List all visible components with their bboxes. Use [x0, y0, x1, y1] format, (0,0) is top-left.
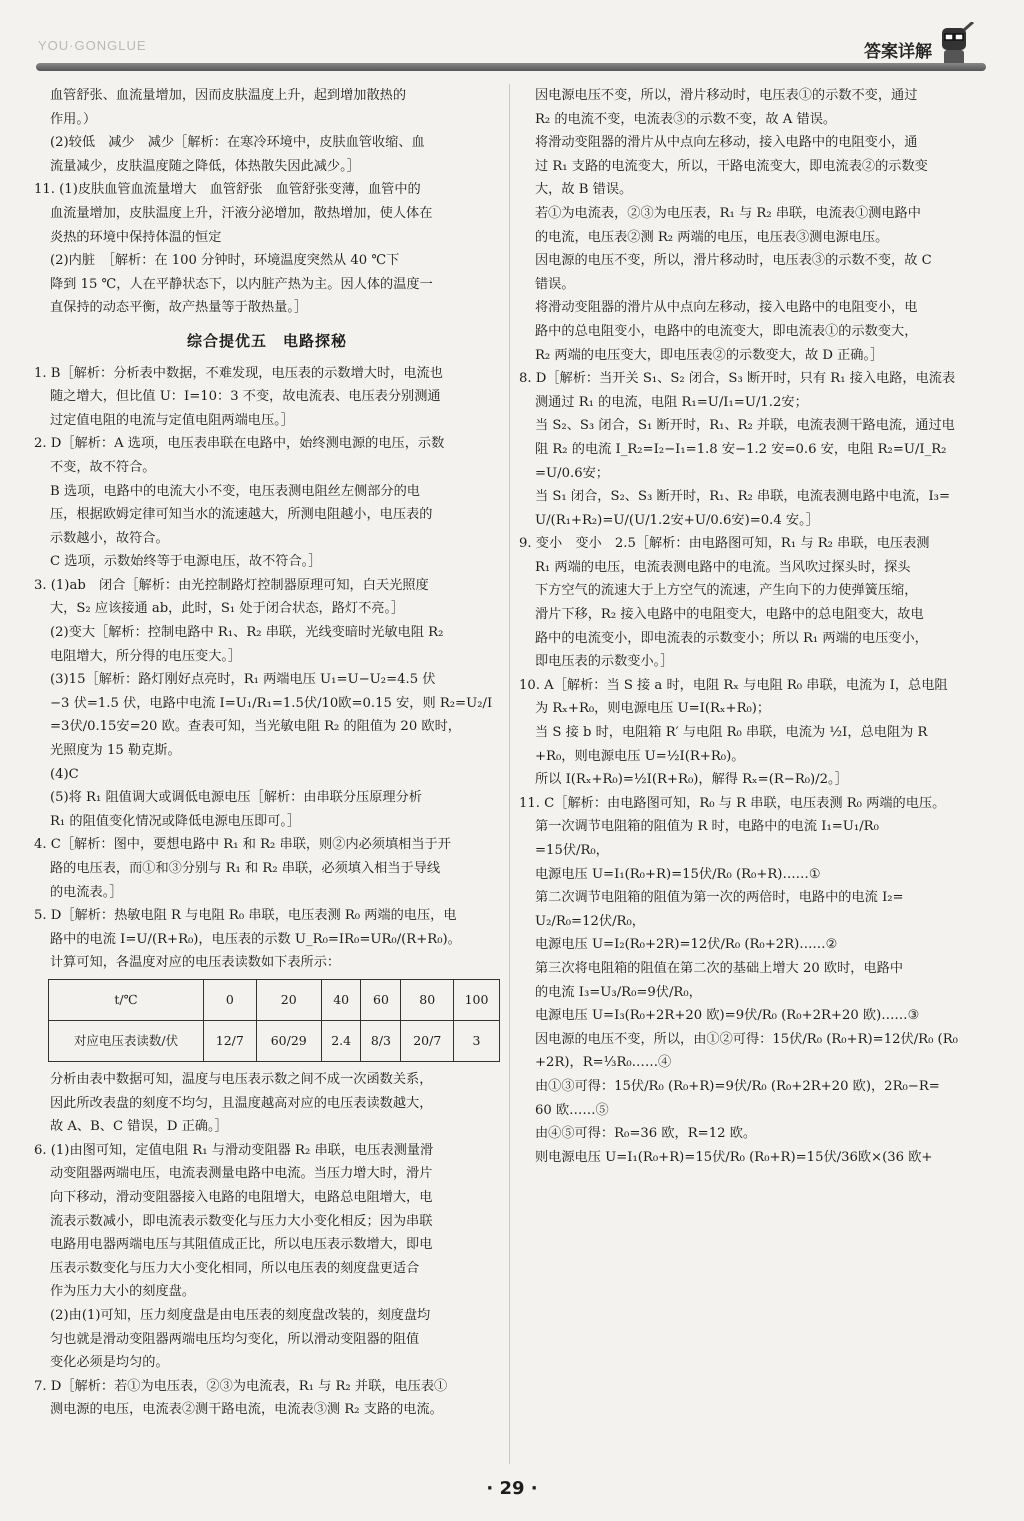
text-line: =15伏/R₀， — [535, 843, 609, 858]
text-line: 所以 I(Rₓ+R₀)=½I(R+R₀)，解得 Rₓ=(R−R₀)/2。］ — [535, 772, 848, 788]
text-line: 路的电压表，而①和③分别与 R₁ 和 R₂ 串联，必须填入相当于导线 — [50, 861, 441, 876]
text-line: 的电流 I₃=U₃/R₀=9伏/R₀， — [535, 984, 702, 1000]
text-line: R₂ 两端的电压变大，即电压表②的示数变大，故 D 正确。］ — [535, 347, 884, 363]
temperature-table — [48, 979, 500, 1062]
text-line: (2)内脏 ［解析：在 100 分钟时，环境温度突然从 40 ℃下 — [50, 253, 400, 269]
text-line: 第三次将电阻箱的阻值在第二次的基础上增大 20 欧时，电路中 — [535, 960, 904, 976]
text-line: +2R)，R=⅓R₀……④ — [535, 1055, 672, 1071]
table-header-row — [49, 979, 500, 1020]
text-line: 因电源的电压不变，所以，滑片移动时，电压表③的示数不变，故 C — [535, 253, 932, 269]
text-line: (4)C — [50, 766, 79, 782]
text-line: 第一次调节电阻箱的阻值为 R 时，电路中的电流 I₁=U₁/R₀ — [535, 819, 879, 835]
column-divider — [509, 84, 510, 1464]
table-header-cell: 40 — [321, 979, 361, 1020]
text-line: 路中的电流 I=U/(R+R₀)，电压表的示数 U_R₀=IR₀=UR₀/(R+R₀)。 — [50, 931, 461, 947]
header-bar — [36, 63, 986, 71]
table-row — [49, 1020, 500, 1061]
text-line: 电阻增大，所分得的电压变大。］ — [50, 648, 242, 664]
text-line: 作为压力大小的刻度盘。 — [50, 1284, 196, 1300]
table-row-label: 对应电压表读数/伏 — [49, 1020, 204, 1061]
text-line: R₂ 的电流不变，电流表③的示数不变，故 A 错误。 — [535, 111, 837, 127]
text-line: 11. (1)皮肤血管血流量增大 血管舒张 血管舒张变薄，血管中的 — [34, 182, 421, 198]
text-line: U₂/R₀=12伏/R₀， — [535, 913, 645, 929]
right-column — [519, 84, 989, 1169]
text-line: 当 S 接 b 时，电阻箱 R′ 与电阻 R₀ 串联，电流为 ½I，总电阻为 R — [535, 725, 928, 741]
text-line: +R₀，则电源电压 U=½I(R+R₀)。 — [535, 748, 745, 764]
table-header-cell: 100 — [454, 979, 500, 1020]
text-line: 电路用电器两端电压与其阻值成正比，所以电压表示数增大，即电 — [50, 1237, 433, 1253]
text-line: 9. 变小 变小 2.5［解析：由电路图可知，R₁ 与 R₂ 串联，电压表测 — [519, 536, 930, 552]
text-line: 过定值电阻的电流与定值电阻两端电压。］ — [50, 412, 294, 428]
section-title: 综合提优五 电路探秘 — [186, 331, 347, 350]
text-line: 作用。） — [50, 111, 97, 127]
text-line: 电源电压 U=I₃(R₀+2R+20 欧)=9伏/R₀ (R₀+2R+20 欧)……③ — [535, 1008, 920, 1024]
text-line: 若①为电流表，②③为电压表，R₁ 与 R₂ 串联，电流表①测电路中 — [535, 205, 921, 221]
text-line: 分析由表中数据可知，温度与电压表示数之间不成一次函数关系， — [50, 1071, 433, 1087]
table-header-cell: 80 — [401, 979, 454, 1020]
text-line: 将滑动变阻器的滑片从中点向左移动，接入电路中的电阻变小，通 — [535, 135, 918, 151]
text-line: C 选项，示数始终等于电源电压，故不符合。］ — [50, 554, 322, 570]
text-line: 直保持的动态平衡，故产热量等于散热量。］ — [50, 300, 308, 316]
mascot-icon — [934, 22, 974, 68]
text-line: 由④⑤可得：R₀=36 欧，R=12 欧。 — [535, 1126, 757, 1142]
table-cell: 8/3 — [361, 1020, 401, 1061]
text-line: 压，根据欧姆定律可知当水的流速越大，所测电阻越小，电压表的 — [50, 507, 433, 523]
text-line: 因电源电压不变，所以，滑片移动时，电压表①的示数不变，通过 — [535, 88, 918, 103]
table-cell: 20/7 — [401, 1020, 454, 1061]
text-line: 将滑动变阻器的滑片从中点向左移动，接入电路中的电阻变小，电 — [535, 300, 918, 316]
text-line: 的电流表。］ — [50, 884, 123, 900]
text-line: 5. D［解析：热敏电阻 R 与电阻 R₀ 串联，电压表测 R₀ 两端的电压，电 — [34, 908, 457, 924]
left-column — [34, 84, 500, 1422]
text-line: 计算可知，各温度对应的电压表读数如下表所示： — [50, 955, 341, 971]
text-line: (2)变大［解析：控制电路中 R₁、R₂ 串联，光线变暗时光敏电阻 R₂ — [50, 625, 444, 641]
text-line: 路中的电流变小，即电流表的示数变小；所以 R₁ 两端的电压变小， — [535, 630, 928, 646]
text-line: 降到 15 ℃，人在平静状态下，以内脏产热为主。因人体的温度一 — [50, 276, 433, 292]
text-line: 示数越小，故符合。 — [50, 530, 169, 546]
text-line: 当 S₂、S₃ 闭合，S₁ 断开时，R₁、R₂ 并联，电流表测干路电流，通过电 — [535, 418, 955, 434]
text-line: 4. C［解析：图中，要想电路中 R₁ 和 R₂ 串联，则②内必须填相当于开 — [34, 837, 451, 853]
text-line: 流量减少，皮肤温度随之降低，体热散失因此减少。］ — [50, 158, 360, 174]
text-line: 血管舒张、血流量增加，因而皮肤温度上升，起到增加散热的 — [50, 88, 407, 103]
table-header-cell: 0 — [204, 979, 257, 1020]
text-line: 光照度为 15 勒克斯。 — [50, 743, 181, 759]
text-line: (2)由(1)可知，压力刻度盘是由电压表的刻度盘改装的，刻度盘均 — [50, 1307, 431, 1323]
text-line: 压表示数变化与压力大小变化相同，所以电压表的刻度盘更适合 — [50, 1260, 420, 1276]
table-cell: 2.4 — [321, 1020, 361, 1061]
text-line: 3. (1)ab 闭合［解析：由光控制路灯控制器原理可知，白天光照度 — [34, 577, 429, 593]
text-line: 因电源的电压不变，所以，由①②可得：15伏/R₀ (R₀+R)=12伏/R₀ (R₀ — [535, 1031, 958, 1047]
text-line: =U/0.6安； — [535, 465, 609, 481]
text-line: (5)将 R₁ 阻值调大或调低电源电压［解析：由串联分压原理分析 — [50, 790, 422, 806]
text-line: 为 Rₓ+R₀，则电源电压 U=I(Rₓ+R₀)； — [535, 701, 771, 717]
text-line: 7. D［解析：若①为电压表，②③为电流表，R₁ 与 R₂ 并联，电压表① — [34, 1378, 448, 1394]
text-line: 测电源的电压，电流表②测干路电流，电流表③测 R₂ 支路的电流。 — [50, 1402, 443, 1418]
text-line: 由①③可得：15伏/R₀ (R₀+R)=9伏/R₀ (R₀+2R+20 欧)，2R₀−R= — [535, 1078, 940, 1094]
text-line: 路中的总电阻变小，电路中的电流变大，即电流表①的示数变大， — [535, 323, 918, 339]
text-line: 随之增大，但比值 U：I=10：3 不变，故电流表、电压表分别测通 — [50, 389, 441, 405]
text-line: −3 伏=1.5 伏，电路中电流 I=U₁/R₁=1.5伏/10欧=0.15 安，则 R₂=U₂/I — [50, 695, 493, 711]
header-title: 答案详解 — [864, 42, 932, 62]
text-line: 滑片下移，R₂ 接入电路中的电阻变大，电路中的总电阻变大，故电 — [535, 607, 924, 623]
text-line: 大，故 B 错误。 — [535, 182, 633, 198]
text-line: 因此所改表盘的刻度不均匀，且温度越高对应的电压表读数越大， — [50, 1095, 433, 1111]
text-line: 大，S₂ 应该接通 ab，此时，S₁ 处于闭合状态，路灯不亮。］ — [50, 601, 405, 617]
table-header-cell: t/℃ — [49, 979, 204, 1020]
text-line: 下方空气的流速大于上方空气的流速，产生向下的力使弹簧压缩， — [535, 583, 918, 599]
text-line: 6. (1)由图可知，定值电阻 R₁ 与滑动变阻器 R₂ 串联，电压表测量滑 — [34, 1142, 434, 1158]
table-cell: 60/29 — [256, 1020, 321, 1061]
text-line: 测通过 R₁ 的电流，电阻 R₁=U/I₁=U/1.2安； — [535, 394, 808, 410]
text-line: 1. B［解析：分析表中数据，不难发现，电压表的示数增大时，电流也 — [34, 365, 443, 381]
text-line: 炎热的环境中保持体温的恒定 — [50, 229, 222, 245]
text-line: 不变，故不符合。 — [50, 459, 156, 475]
brand-text: YOU·GONGLUE — [38, 38, 147, 53]
text-line: =3伏/0.15安=20 欧。查表可知，当光敏电阻 R₂ 的阻值为 20 欧时， — [50, 719, 461, 735]
text-line: R₁ 两端的电压，电流表测电路中的电流。当风吹过探头时，探头 — [535, 559, 911, 575]
text-line: 动变阻器两端电压，电流表测量电路中电流。当压力增大时，滑片 — [50, 1166, 433, 1182]
text-line: 的电流，电压表②测 R₂ 两端的电压，电压表③测电源电压。 — [535, 229, 889, 245]
text-line: 流表示数减小，即电流表示数变化与压力大小变化相反；因为串联 — [50, 1213, 433, 1229]
text-line: B 选项，电路中的电流大小不变，电压表测电阻丝左侧部分的电 — [50, 483, 420, 499]
text-line: 10. A［解析：当 S 接 a 时，电阻 Rₓ 与电阻 R₀ 串联，电流为 I，总电阻 — [519, 677, 948, 693]
text-line: 则电源电压 U=I₁(R₀+R)=15伏/R₀ (R₀+R)=15伏/36欧×(36 欧+ — [535, 1149, 933, 1165]
text-line: 故 A、B、C 错误，D 正确。］ — [50, 1119, 228, 1135]
table-header-cell: 20 — [256, 979, 321, 1020]
text-line: 第二次调节电阻箱的阻值为第一次的两倍时，电路中的电流 I₂= — [535, 890, 904, 906]
text-line: 11. C［解析：由电路图可知，R₀ 与 R 串联，电压表测 R₀ 两端的电压。 — [519, 795, 946, 811]
text-line: 即电压表的示数变小。］ — [535, 654, 674, 670]
text-line: U/(R₁+R₂)=U/(U/1.2安+U/0.6安)=0.4 安。］ — [535, 512, 819, 528]
text-line: 2. D［解析：A 选项，电压表串联在电路中，始终测电源的电压，示数 — [34, 436, 445, 452]
text-line: 电源电压 U=I₂(R₀+2R)=12伏/R₀ (R₀+2R)……② — [535, 937, 838, 953]
table-cell: 3 — [454, 1020, 500, 1061]
text-line: R₁ 的阻值变化情况或降低电源电压即可。］ — [50, 813, 301, 829]
table-cell: 12/7 — [204, 1020, 257, 1061]
table-header-cell: 60 — [361, 979, 401, 1020]
text-line: 匀也就是滑动变阻器两端电压均匀变化，所以滑动变阻器的阻值 — [50, 1331, 420, 1347]
page-number: · 29 · — [486, 1478, 538, 1499]
text-line: 60 欧……⑤ — [535, 1102, 609, 1118]
text-line: 阻 R₂ 的电流 I_R₂=I₂−I₁=1.8 安−1.2 安=0.6 安，电阻 R₂=U/I_R₂ — [535, 441, 947, 457]
text-line: 错误。 — [535, 276, 575, 292]
text-line: (2)较低 减少 减少［解析：在寒冷环境中，皮肤血管收缩、血 — [50, 135, 425, 151]
text-line: 过 R₁ 支路的电流变大，所以，干路电流变大，即电流表②的示数变 — [535, 158, 928, 174]
text-line: 8. D［解析：当开关 S₁、S₂ 闭合，S₃ 断开时，只有 R₁ 接入电路，电流表 — [519, 371, 956, 387]
page-header — [0, 0, 1024, 78]
text-line: 变化必须是均匀的。 — [50, 1355, 169, 1371]
text-line: 血流量增加，皮肤温度上升，汗液分泌增加，散热增加，使人体在 — [50, 205, 433, 221]
text-line: 向下移动，滑动变阻器接入电路的电阻增大，电路总电阻增大，电 — [50, 1189, 433, 1205]
text-line: 电源电压 U=I₁(R₀+R)=15伏/R₀ (R₀+R)……① — [535, 866, 821, 882]
text-line: (3)15［解析：路灯刚好点亮时，R₁ 两端电压 U₁=U−U₂=4.5 伏 — [50, 672, 436, 688]
text-line: 当 S₁ 闭合，S₂、S₃ 断开时，R₁、R₂ 串联，电流表测电路中电流，I₃= — [535, 489, 951, 505]
